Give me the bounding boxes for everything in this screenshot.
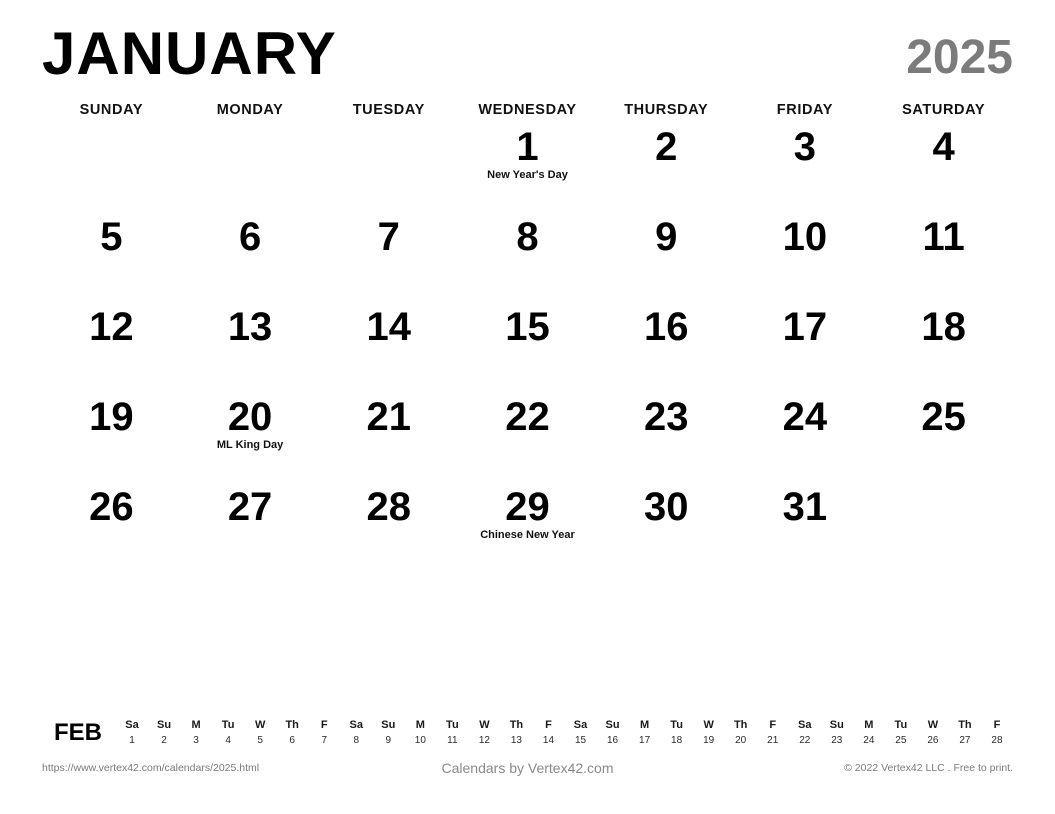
day-number: 29 [505,485,550,529]
page-footer [42,760,1013,776]
day-cell[interactable] [42,304,181,394]
weekday-monday: MONDAY [216,102,284,118]
mini-dow: Su [381,718,396,731]
day-number: 12 [89,305,134,349]
day-cell[interactable] [874,124,1013,214]
day-cell[interactable] [181,394,320,484]
day-number: 13 [227,305,273,349]
mini-dow: Su [157,718,172,731]
mini-day-number: 1 [129,735,135,746]
day-number: 23 [643,395,689,439]
mini-dow: W [703,718,714,731]
mini-dow: F [993,718,1001,731]
mini-day-number: 27 [959,735,971,746]
mini-day-number: 23 [831,735,843,746]
day-cell[interactable] [736,304,875,394]
mini-day-number: 25 [895,735,907,746]
day-cell[interactable] [458,484,597,574]
day-cell[interactable] [319,394,458,484]
day-event: Chinese New Year [480,529,575,541]
footer-brand: Calendars by Vertex42.com [441,760,614,776]
day-cell[interactable] [181,124,320,214]
mini-dow: M [415,718,425,731]
mini-dow: Sa [125,718,139,731]
mini-dow: M [191,718,201,731]
mini-day-number: 18 [671,735,683,746]
day-cell[interactable] [597,484,736,574]
mini-day-col[interactable] [468,718,500,748]
mini-dow: Tu [670,718,683,731]
mini-day-col[interactable] [116,718,148,748]
weekday-wednesday: WEDNESDAY [478,102,577,118]
day-number: 6 [238,215,262,259]
day-cell[interactable] [458,394,597,484]
day-number: 3 [793,125,817,169]
day-cell[interactable] [597,214,736,304]
mini-dow: Sa [798,718,812,731]
mini-dow: Sa [573,718,588,731]
mini-day-col[interactable] [148,718,180,748]
mini-day-number: 20 [735,735,747,746]
mini-dow: W [254,718,266,731]
day-cell[interactable] [319,484,458,574]
mini-day-number: 5 [257,735,263,746]
mini-day-number: 3 [193,735,199,746]
mini-day-number: 13 [510,735,522,746]
mini-day-col[interactable] [757,718,789,748]
mini-day-col[interactable] [693,718,725,748]
day-number: 24 [782,395,828,439]
day-cell[interactable] [42,214,181,304]
mini-day-number: 17 [639,735,651,746]
day-number: 14 [366,305,412,349]
mini-day-col[interactable] [885,718,917,748]
mini-dow: Sa [349,718,363,731]
day-cell[interactable] [736,214,875,304]
mini-day-col[interactable] [436,718,468,748]
weekday-header-row [42,102,1013,118]
mini-day-number: 16 [606,735,619,746]
day-cell[interactable] [597,304,736,394]
mini-day-number: 7 [321,735,327,746]
day-number: 8 [516,215,539,259]
day-cell[interactable] [42,484,181,574]
footer-url-wrap [42,762,332,774]
mini-day-number: 6 [289,735,295,746]
day-number: 4 [932,125,955,169]
year-label: 2025 [906,31,1013,84]
mini-dow: F [320,718,328,731]
mini-day-number: 12 [478,735,490,746]
mini-day-col[interactable] [597,718,629,748]
mini-day-col[interactable] [661,718,693,748]
mini-day-col[interactable] [308,718,340,748]
day-number: 31 [782,485,828,529]
weekday-thursday: THURSDAY [624,102,709,118]
day-cell[interactable] [42,124,181,214]
day-cell[interactable] [319,304,458,394]
day-number: 20 [227,395,273,439]
mini-day-col[interactable] [404,718,436,748]
mini-month-label: FEB [54,718,102,746]
mini-dow: Tu [221,718,235,731]
mini-day-number: 2 [161,735,167,746]
day-cell[interactable] [874,214,1013,304]
mini-dow: W [927,718,939,731]
day-number: 1 [516,125,539,169]
day-number: 15 [505,305,550,349]
weekday-tuesday: TUESDAY [352,102,425,118]
mini-day-col[interactable] [372,718,404,748]
day-cell[interactable] [319,214,458,304]
day-number: 25 [921,395,966,439]
mini-dow: M [639,718,650,731]
mini-day-number: 21 [767,735,779,746]
day-number: 16 [643,305,689,349]
footer-url-link[interactable]: https://www.vertex42.com/calendars/2025.html [42,762,260,774]
mini-dow: F [769,718,777,731]
mini-day-number: 24 [863,735,875,746]
mini-dow: Th [733,718,748,731]
mini-dow: Tu [446,718,459,731]
mini-day-col[interactable] [725,718,757,748]
day-number: 9 [655,215,678,259]
mini-day-number: 9 [385,735,392,746]
day-event: New Year's Day [487,169,568,181]
day-cell[interactable] [597,394,736,484]
day-number: 17 [782,305,828,349]
mini-day-number: 22 [799,735,811,746]
day-cell[interactable] [874,304,1013,394]
mini-dow: W [479,718,490,731]
mini-day-number: 15 [574,735,587,746]
day-number: 10 [782,215,828,259]
mini-dow: Su [829,718,844,731]
day-cell[interactable] [319,124,458,214]
page-title: JANUARY [42,20,337,87]
mini-dow: Su [605,718,620,731]
mini-day-number: 26 [927,735,939,746]
day-number: 19 [89,395,134,439]
mini-day-col[interactable] [276,718,308,748]
mini-day-number: 4 [225,735,231,746]
day-number: 30 [643,485,689,529]
mini-day-number: 10 [414,735,426,746]
weekday-sunday: SUNDAY [79,102,144,118]
day-number: 2 [655,125,678,169]
day-cell[interactable] [458,124,597,214]
day-number: 28 [366,485,412,529]
day-cell[interactable] [874,484,1013,574]
mini-day-col[interactable] [917,718,949,748]
calendar-header [42,0,1013,87]
day-cell[interactable] [181,304,320,394]
mini-day-number: 14 [542,735,555,746]
mini-dow: Th [958,718,972,731]
mini-day-col[interactable] [949,718,981,748]
mini-dow: Th [285,718,299,731]
mini-day-col[interactable] [564,718,596,748]
day-grid [42,124,1013,574]
day-number: 11 [922,215,965,259]
mini-day-col[interactable] [789,718,821,748]
mini-month-grid [116,718,1013,748]
day-cell[interactable] [458,304,597,394]
day-number: 18 [921,305,966,349]
mini-day-col[interactable] [180,718,212,748]
day-number: 21 [366,395,412,439]
mini-day-col[interactable] [500,718,532,748]
mini-day-col[interactable] [821,718,853,748]
mini-day-number: 28 [991,735,1003,746]
mini-day-col[interactable] [244,718,276,748]
day-number: 22 [505,395,550,439]
day-cell[interactable] [181,484,320,574]
day-cell[interactable] [458,214,597,304]
mini-day-col[interactable] [629,718,661,748]
day-number: 5 [100,215,123,259]
mini-day-number: 8 [353,735,360,746]
mini-day-number: 11 [447,735,458,746]
day-cell[interactable] [597,124,736,214]
day-cell[interactable] [736,484,875,574]
mini-dow: Tu [894,718,908,731]
mini-month-strip [42,718,1013,748]
day-number: 27 [227,485,273,529]
day-number: 26 [89,485,134,529]
mini-dow: M [864,718,874,731]
day-cell[interactable] [181,214,320,304]
mini-day-col[interactable] [532,718,564,748]
day-cell[interactable] [736,394,875,484]
day-cell[interactable] [874,394,1013,484]
day-event: ML King Day [216,439,284,451]
mini-day-col[interactable] [981,718,1013,748]
mini-day-number: 19 [703,735,715,746]
mini-dow: Th [509,718,524,731]
mini-day-col[interactable] [212,718,244,748]
mini-day-col[interactable] [340,718,372,748]
mini-day-col[interactable] [853,718,885,748]
weekday-friday: FRIDAY [776,102,834,118]
weekday-saturday: SATURDAY [902,102,986,118]
day-number: 7 [377,215,400,259]
footer-copyright: © 2022 Vertex42 LLC . Free to print. [844,762,1013,774]
mini-dow: F [545,718,552,731]
day-cell[interactable] [42,394,181,484]
day-cell[interactable] [736,124,875,214]
